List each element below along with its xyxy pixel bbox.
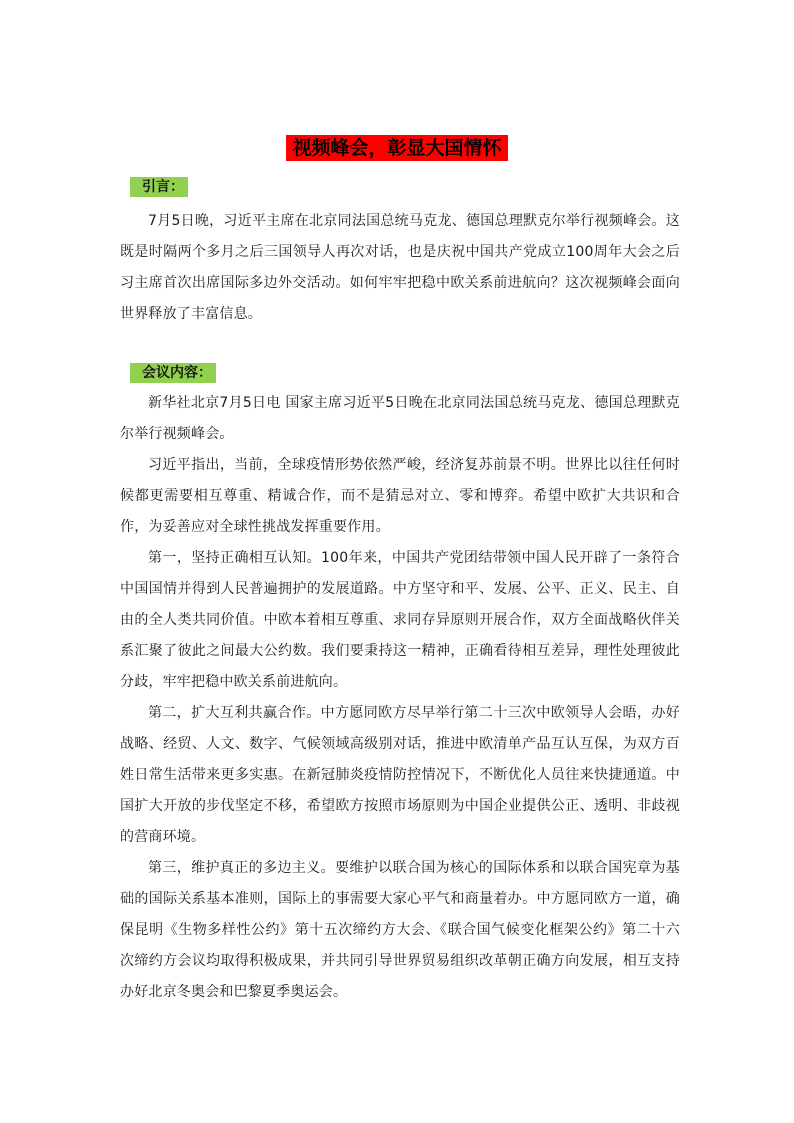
content-paragraph-3: 第一，坚持正确相互认知。100年来，中国共产党团结带领中国人民开辟了一条符合中国国情并得到人民普遍拥护的发展道路。中方坚守和平、发展、公平、正义、民主、自由的全人类共同价值。中欧本着相互尊重、求同存异原则开展合作，双方全面战略伙伴关系汇聚了彼此之间最大公约数。我们要秉持这一精神，正确看待相互差异，理性处理彼此分歧，牢牢把稳中欧关系前进航向。	[120, 550, 680, 690]
content-label: 会议内容：	[130, 363, 216, 383]
page-title: 视频峰会，彰显大国情怀	[286, 135, 507, 161]
content-paragraph-5: 第三，维护真正的多边主义。要维护以联合国为核心的国际体系和以联合国宪章为基础的国际关系基本准则，国际上的事需要大家心平气和商量着办。中方愿同欧方一道，确保昆明《生物多样性公约》第十五次缔约方大会、《联合国气候变化框架公约》第二十六次缔约方会议均取得积极成果，并共同引导世界贸易组织改革朝正确方向发展，相互支持办好北京冬奥会和巴黎夏季奥运会。	[120, 860, 680, 1000]
intro-paragraph: 7月5日晚，习近平主席在北京同法国总统马克龙、德国总理默克尔举行视频峰会。这既是时隔两个多月之后三国领导人再次对话，也是庆祝中国共产党成立100周年大会之后习主席首次出席国际多边外交活动。如何牢牢把稳中欧关系前进航向？这次视频峰会面向世界释放了丰富信息。	[120, 213, 680, 322]
intro-section	[120, 176, 680, 330]
content-paragraph-1: 新华社北京7月5日电 国家主席习近平5日晚在北京同法国总统马克龙、德国总理默克尔举行视频峰会。	[120, 395, 680, 442]
content-section	[120, 362, 680, 1008]
content-paragraph-2: 习近平指出，当前，全球疫情形势依然严峻，经济复苏前景不明。世界比以往任何时候都更需要相互尊重、精诚合作，而不是猜忌对立、零和博弈。希望中欧扩大共识和合作，为妥善应对全球性挑战发挥重要作用。	[120, 457, 680, 535]
content-paragraph-4: 第二，扩大互利共赢合作。中方愿同欧方尽早举行第二十三次中欧领导人会晤，办好战略、经贸、人文、数字、气候领域高级别对话，推进中欧清单产品互认互保，为双方百姓日常生活带来更多实惠。在新冠肺炎疫情防控情况下，不断优化人员往来快捷通道。中国扩大开放的步伐坚定不移，希望欧方按照市场原则为中国企业提供公正、透明、非歧视的营商环境。	[120, 705, 680, 845]
title-container	[0, 135, 794, 161]
intro-label: 引言：	[130, 177, 188, 197]
